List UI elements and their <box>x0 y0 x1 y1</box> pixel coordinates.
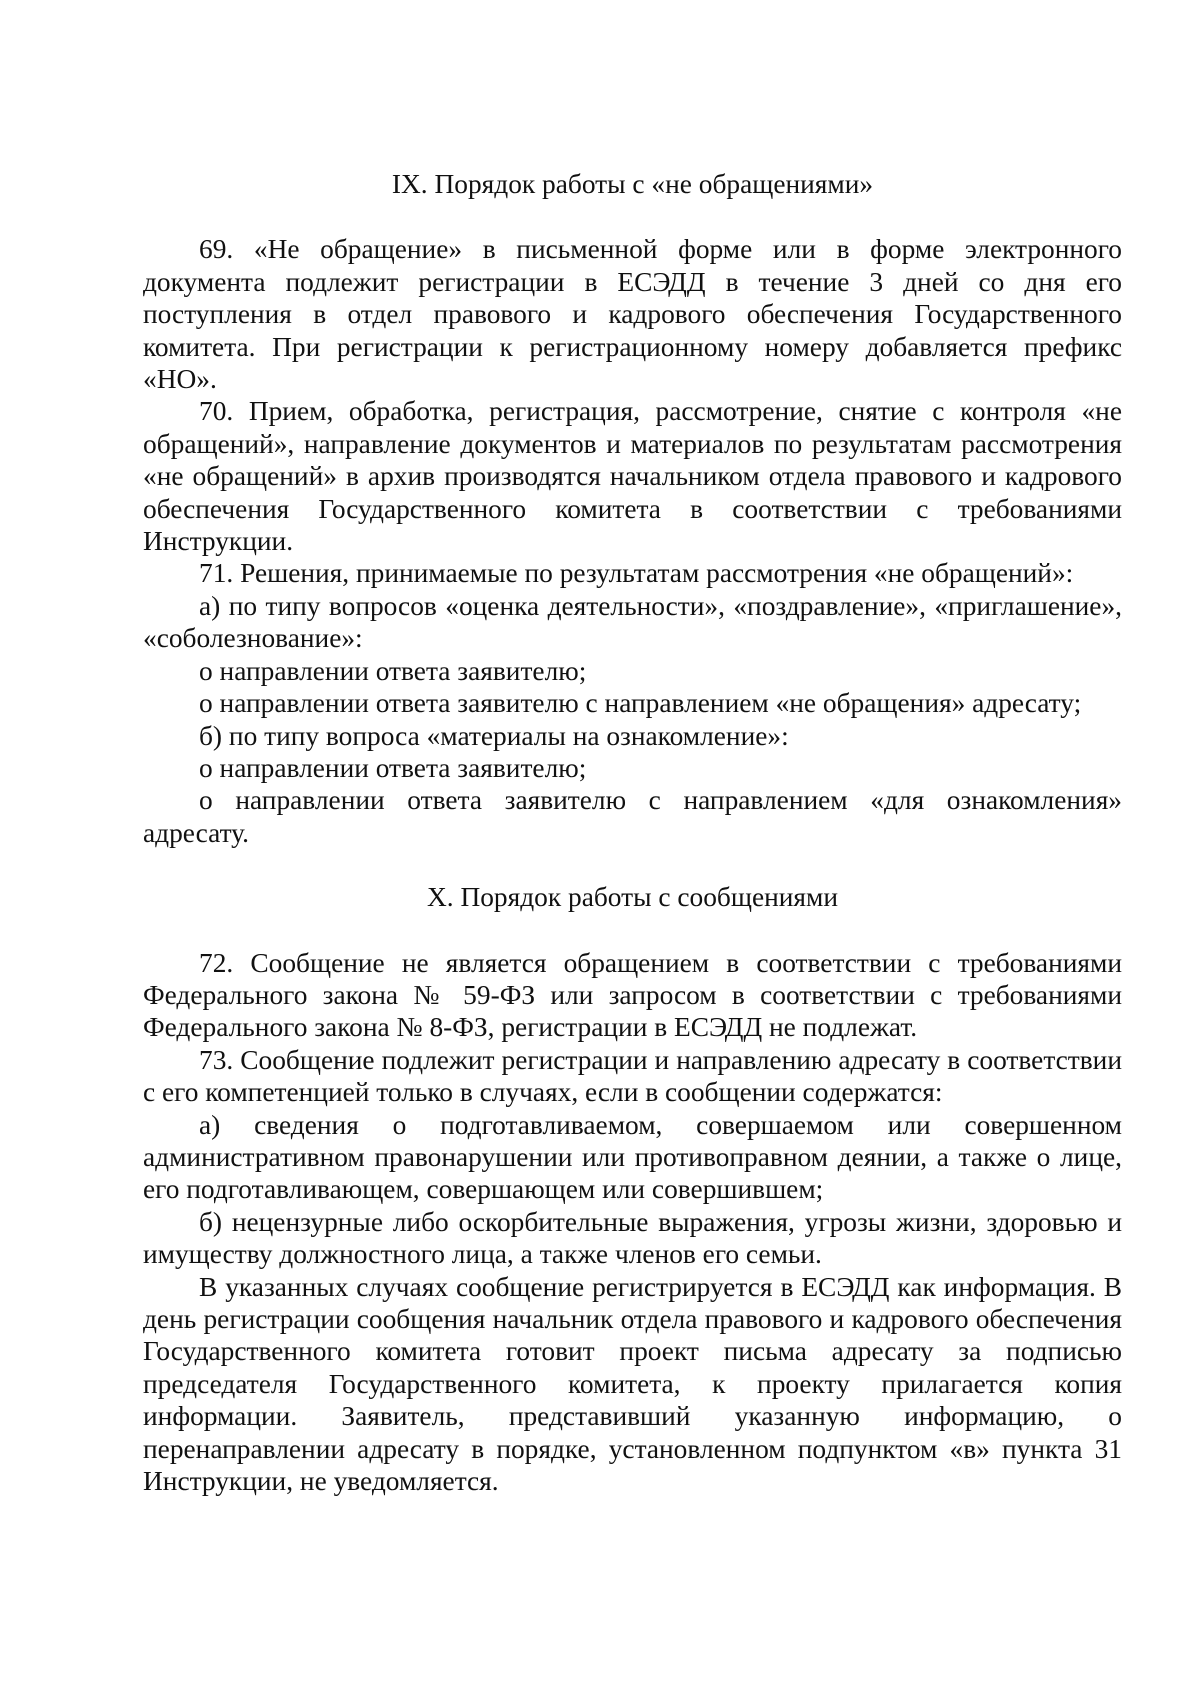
section-heading: IX. Порядок работы с «не обращениями» <box>391 169 874 199</box>
paragraph-73: 73. Сообщение подлежит регистрации и направлению адресату в соответствии с его компетенцией только в случаях, если в сообщении содержатся: <box>143 1044 1122 1108</box>
paragraph-69: 69. «Не обращение» в письменной форме или в форме электронного документа подлежит регистрации в ЕСЭДД в течение 3 дней со дня его поступления в отдел правового и кадрового обеспечения Государственного комитета. При регистрации к регистрационному номеру добавляется префикс «НО». <box>143 234 1122 395</box>
paragraph-72: 72. Сообщение не является обращением в соответствии с требованиями Федерального закона № 59-ФЗ или запросом в соответствии с требованиями Федерального закона № 8-ФЗ, регистрации в ЕСЭДД не подлежат. <box>143 947 1122 1043</box>
list-item: о направлении ответа заявителю; <box>199 655 587 686</box>
section-heading: X. Порядок работы с сообщениями <box>426 882 839 913</box>
subitem-a: а) сведения о подготавливаемом, совершаемом или совершенном административном правонарушении или противоправном деянии, а также о лице, его подготавливающем, совершающем или совершившем; <box>143 1109 1122 1205</box>
subitem-b: б) по типу вопроса «материалы на ознакомление»: <box>199 720 789 751</box>
spacer <box>143 849 1122 881</box>
section-ix <box>143 168 1122 849</box>
spacer <box>143 914 1122 947</box>
subitem-b: б) нецензурные либо оскорбительные выражения, угрозы жизни, здоровью и имуществу должностного лица, а также членов его семьи. <box>143 1206 1122 1270</box>
list-item: о направлении ответа заявителю с направлением «не обращения» адресату; <box>199 688 1082 719</box>
paragraph-closing: В указанных случаях сообщение регистрируется в ЕСЭДД как информация. В день регистрации сообщения начальник отдела правового и кадрового обеспечения Государственного комитета готовит проект письма адресату за подписью председателя Государственного комитета, к проекту прилагается копия информации. Заявитель, представивший указанную информацию, о перенаправлении адресату в порядке, установленном подпунктом «в» пункта 31 Инструкции, не уведомляется. <box>143 1271 1122 1497</box>
document-page <box>143 168 1122 1497</box>
subitem-a: а) по типу вопросов «оценка деятельности», «поздравление», «приглашение», «соболезнование»: <box>143 590 1122 654</box>
spacer <box>143 200 1122 233</box>
list-item: о направлении ответа заявителю; <box>199 752 587 783</box>
paragraph-70: 70. Прием, обработка, регистрация, рассмотрение, снятие с контроля «не обращений», направление документов и материалов по результатам рассмотрения «не обращений» в архив производятся начальником отдела правового и кадрового обеспечения Государственного комитета в соответствии с требованиями Инструкции. <box>143 396 1122 557</box>
section-x <box>143 881 1122 1497</box>
paragraph-71: 71. Решения, принимаемые по результатам рассмотрения «не обращений»: <box>199 558 1074 589</box>
list-item: о направлении ответа заявителю с направлением «для ознакомления» адресату. <box>143 785 1122 848</box>
